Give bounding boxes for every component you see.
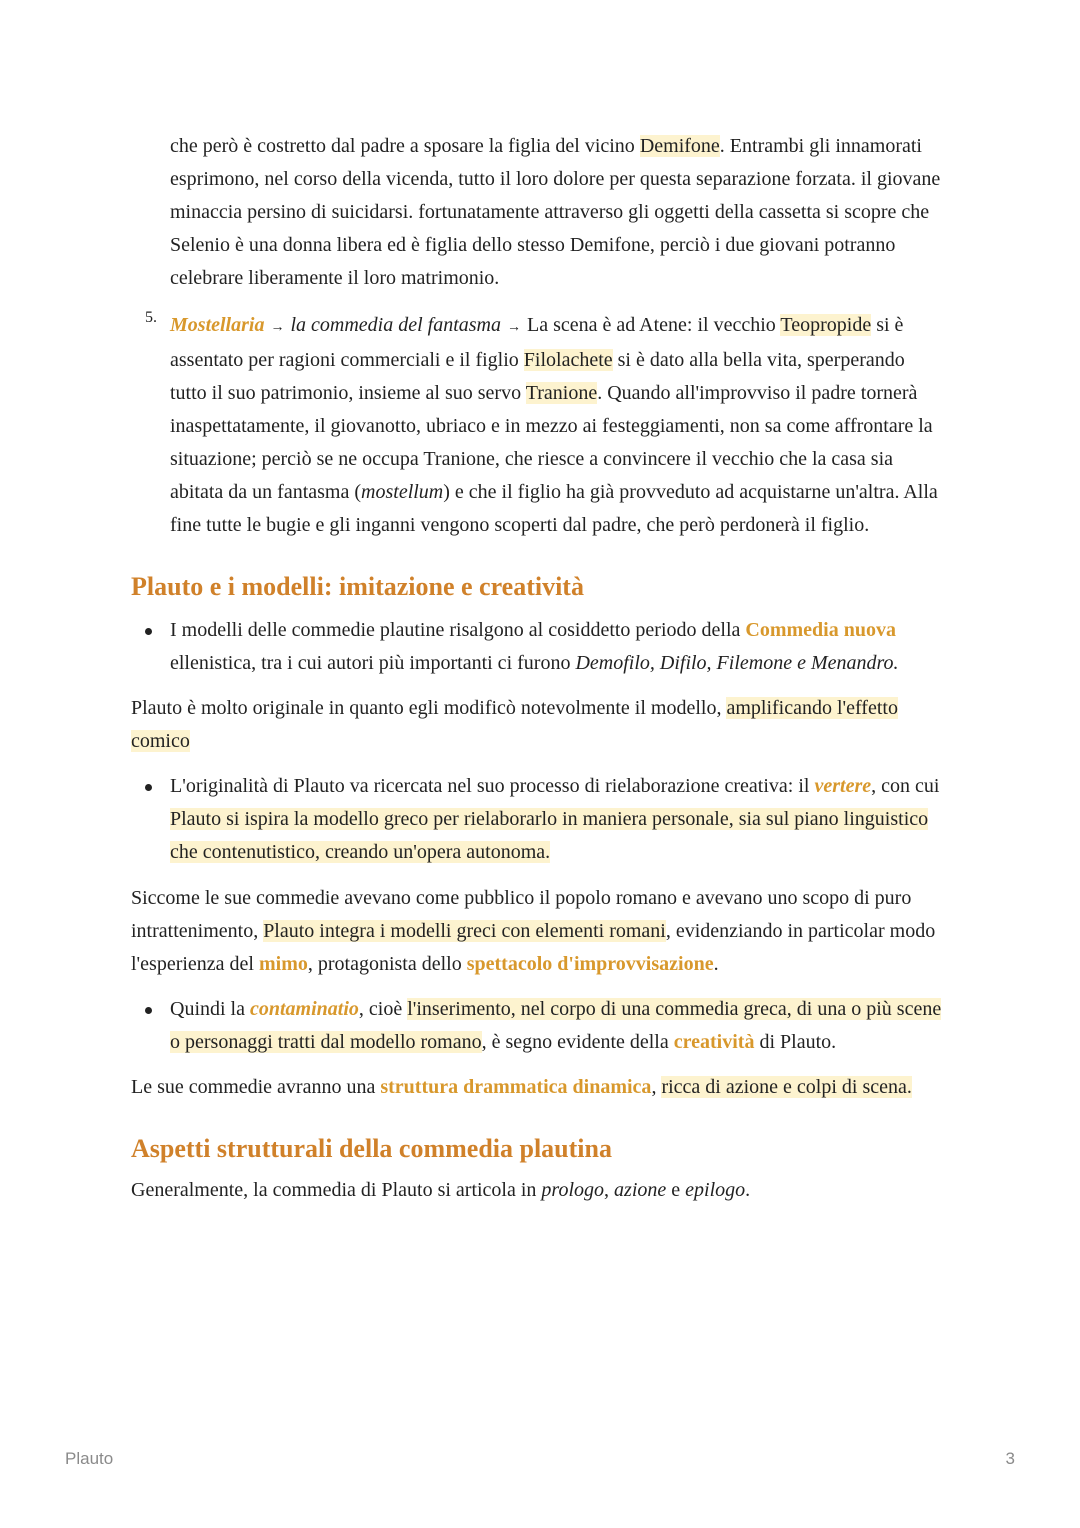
synopsis-continuation: che però è costretto dal padre a sposare la figlia del vicino Demifone. Entrambi gli innamorati esprimono, nel corso della vicenda, tutto il loro dolore per questa separazione forzata. il giovane minaccia persino di suicidarsi. fortunatamente attraverso gli oggetti della cassetta si scopre che Selenio è una donna libera ed è figlia dello stesso Demifone, perciò i due giovani potranno celebrare liberamente il loro matrimonio. [170,135,941,289]
arrow-icon: → [270,320,285,335]
bullet-item-vertere: L'originalità di Plauto va ricercata nel suo processo di rielaborazione creativa: il vertere, con cui Plauto si ispira la modello greco per rielaborarlo in maniera personale, sia sul piano linguistico che contenutistico, creando un'opera autonoma. [131,770,946,869]
term-mimo: mimo [258,953,308,975]
term-vertere: vertere [814,775,872,797]
play-title-mostellaria: Mostellaria [170,314,265,336]
list-item-mostellaria: 5. Mostellaria → la commedia del fantasma → La scena è ad Atene: il vecchio Teopropide si è assentato per ragioni commerciali e il figlio Filolachete si è dato alla bella vita, sperperando tutto il suo patrimonio, insieme al suo servo Tranione. Quando all'improvviso il padre tornerà inaspettatamente, il giovanotto, ubriaco e in mezzo ai festeggiamenti, non sa come affrontare la situazione; perciò se ne occupa Tranione, che riesce a convincere il vecchio che la casa sia abitata da un fantasma (mostellum) e che il figlio ha già provveduto ad acquistarne un'altra. Alla fine tutte le bugie e gli inganni vengono scoperti dal padre, che però perdonerà il figlio. [145,309,938,536]
footer-title: Plauto [65,1449,114,1468]
paragraph-pubblico: Siccome le sue commedie avevano come pubblico il popolo romano e avevano uno scopo di puro intrattenimento, Plauto integra i modelli greci con elementi romani, evidenziando in particolar modo l'esperienza del mimo, protagonista dello spettacolo d'improvvisazione. [131,887,936,975]
name-teopropide: Teopropide [780,314,872,336]
term-creativita: creatività [673,1031,755,1053]
term-spettacolo: spettacolo d'improvvisazione [466,953,714,975]
authors-list: Demofilo, Difilo, Filemone e Menandro. [575,652,899,674]
term-struttura: struttura drammatica dinamica [380,1076,652,1098]
page-content [131,128,946,1207]
paragraph-articolazione: Generalmente, la commedia di Plauto si articola in prologo, azione e epilogo. [131,1179,751,1201]
bullet-item-modelli: I modelli delle commedie plautine risalgono al cosiddetto periodo della Commedia nuova ellenistica, tra i cui autori più importanti ci furono Demofilo, Difilo, Filemone e Menandro. [131,614,946,680]
term-contaminatio: contaminatio [250,998,359,1020]
play-subtitle: la commedia del fantasma [290,314,501,336]
arrow-icon: → [506,320,521,335]
paragraph-struttura: Le sue commedie avranno una struttura drammatica dinamica, ricca di azione e colpi di scena. [131,1076,912,1098]
page-number: 3 [1005,1449,1015,1468]
list-number: 5. [145,309,157,326]
section-heading-aspetti: Aspetti strutturali della commedia plautina [131,1134,612,1163]
paragraph-originalita: Plauto è molto originale in quanto egli modificò notevolmente il modello, amplificando l'effetto comico [131,697,898,752]
name-tranione: Tranione [525,382,598,404]
section-heading-modelli: Plauto e i modelli: imitazione e creatività [131,572,584,601]
bullet-icon [145,628,152,635]
bullet-icon [145,784,152,791]
name-filolachete: Filolachete [523,349,613,371]
bullet-item-contaminatio: Quindi la contaminatio, cioè l'inserimento, nel corpo di una commedia greca, di una o più scene o personaggi tratti dal modello romano, è segno evidente della creatività di Plauto. [131,993,946,1059]
term-commedia-nuova: Commedia nuova [745,619,896,641]
name-demifone: Demifone [639,135,720,157]
bullet-icon [145,1007,152,1014]
